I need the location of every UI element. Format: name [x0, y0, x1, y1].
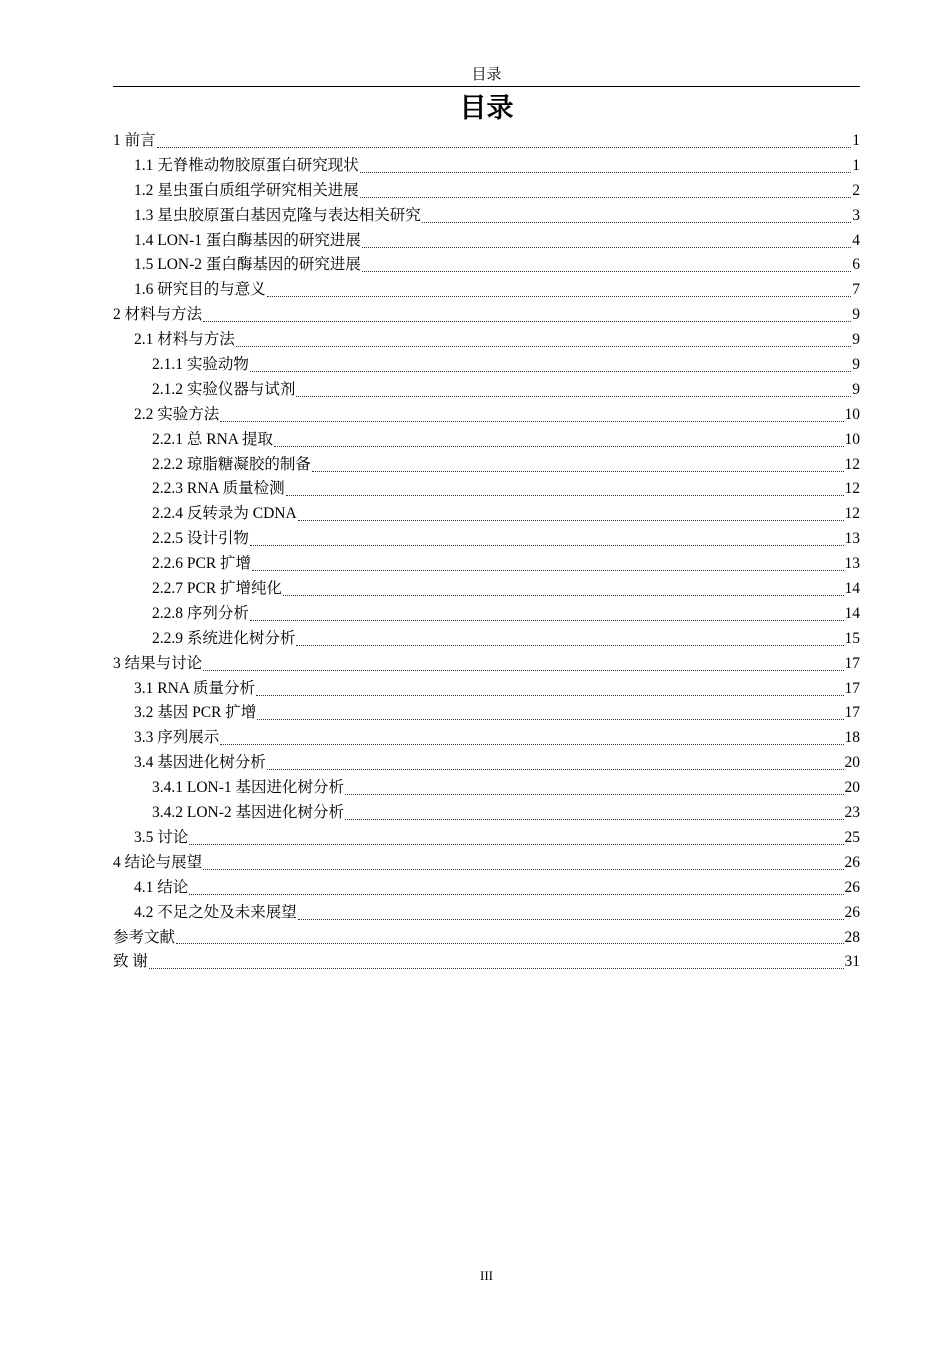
toc-entry-label: 3 结果与讨论 — [113, 654, 203, 672]
toc-entry[interactable] — [113, 129, 860, 154]
toc-entry[interactable] — [113, 851, 860, 876]
toc-entry-page: 9 — [852, 380, 860, 398]
toc-leader-dots — [345, 794, 843, 795]
toc-entry[interactable] — [113, 552, 860, 577]
toc-entry[interactable] — [113, 527, 860, 552]
toc-entry-label: 4.1 结论 — [134, 878, 189, 896]
toc-entry[interactable] — [113, 926, 860, 951]
toc-entry-page: 12 — [844, 455, 860, 473]
toc-leader-dots — [256, 695, 844, 696]
toc-leader-dots — [296, 396, 851, 397]
toc-entry-page: 15 — [844, 629, 860, 647]
toc-leader-dots — [203, 869, 843, 870]
toc-leader-dots — [298, 919, 844, 920]
toc-entry-label: 1.1 无脊椎动物胶原蛋白研究现状 — [134, 156, 359, 174]
toc-leader-dots — [267, 769, 844, 770]
toc-entry-page: 6 — [852, 256, 860, 274]
toc-entry[interactable] — [113, 204, 860, 229]
toc-leader-dots — [203, 670, 843, 671]
toc-leader-dots — [203, 321, 851, 322]
toc-entry[interactable] — [113, 303, 860, 328]
toc-entry-label: 2.2.4 反转录为 CDNA — [152, 505, 297, 523]
toc-entry-label: 3.3 序列展示 — [134, 729, 220, 747]
toc-entry[interactable] — [113, 826, 860, 851]
toc-leader-dots — [250, 620, 844, 621]
toc-entry-page: 12 — [844, 505, 860, 523]
toc-entry[interactable] — [113, 353, 860, 378]
toc-entry-page: 20 — [844, 754, 860, 772]
toc-leader-dots — [422, 222, 851, 223]
table-of-contents — [113, 129, 860, 975]
toc-entry-page: 18 — [844, 729, 860, 747]
toc-entry[interactable] — [113, 876, 860, 901]
toc-entry[interactable] — [113, 701, 860, 726]
page-title: 目录 — [459, 93, 514, 124]
toc-entry-label: 2 材料与方法 — [113, 306, 203, 324]
toc-leader-dots — [283, 595, 843, 596]
toc-entry-page: 13 — [844, 555, 860, 573]
toc-entry[interactable] — [113, 652, 860, 677]
toc-leader-dots — [176, 943, 843, 944]
toc-entry-page: 31 — [844, 953, 860, 971]
toc-entry-label: 2.2.8 序列分析 — [152, 604, 249, 622]
toc-entry-label: 4 结论与展望 — [113, 853, 203, 871]
toc-entry-page: 1 — [852, 132, 860, 149]
toc-entry[interactable] — [113, 950, 860, 975]
toc-entry[interactable] — [113, 477, 860, 502]
toc-leader-dots — [220, 421, 843, 422]
toc-entry[interactable] — [113, 751, 860, 776]
toc-entry-page: 9 — [852, 356, 860, 374]
toc-entry-label: 3.4.2 LON-2 基因进化树分析 — [152, 804, 345, 822]
toc-leader-dots — [296, 645, 843, 646]
toc-entry-page: 20 — [844, 779, 860, 797]
toc-entry-page: 3 — [852, 206, 860, 224]
toc-entry[interactable] — [113, 403, 860, 428]
toc-leader-dots — [250, 545, 844, 546]
toc-entry-page: 14 — [844, 604, 860, 622]
toc-entry-label: 3.2 基因 PCR 扩增 — [134, 704, 257, 722]
toc-entry[interactable] — [113, 278, 860, 303]
toc-leader-dots — [286, 495, 844, 496]
toc-leader-dots — [312, 471, 844, 472]
toc-entry[interactable] — [113, 328, 860, 353]
toc-leader-dots — [157, 147, 852, 148]
toc-entry-label: 2.2.9 系统进化树分析 — [152, 629, 296, 647]
toc-entry-page: 12 — [844, 480, 860, 498]
toc-entry-label: 1.5 LON-2 蛋白酶基因的研究进展 — [134, 256, 361, 274]
toc-entry-page: 17 — [844, 654, 860, 672]
toc-leader-dots — [267, 296, 851, 297]
toc-entry[interactable] — [113, 801, 860, 826]
running-header: 目录 — [113, 64, 860, 87]
toc-leader-dots — [362, 247, 851, 248]
toc-entry[interactable] — [113, 453, 860, 478]
toc-leader-dots — [360, 172, 851, 173]
toc-entry-label: 3.5 讨论 — [134, 828, 189, 846]
toc-entry-label: 2.2 实验方法 — [134, 405, 220, 423]
toc-entry[interactable] — [113, 253, 860, 278]
toc-leader-dots — [189, 894, 843, 895]
toc-entry-label: 参考文献 — [113, 928, 176, 946]
toc-entry-label: 1.3 星虫胶原蛋白基因克隆与表达相关研究 — [134, 206, 421, 224]
toc-leader-dots — [250, 371, 851, 372]
toc-entry[interactable] — [113, 776, 860, 801]
toc-entry-page: 17 — [844, 679, 860, 697]
toc-entry-label: 3.4 基因进化树分析 — [134, 754, 266, 772]
toc-entry-page: 10 — [844, 430, 860, 448]
toc-entry-label: 4.2 不足之处及未来展望 — [134, 903, 297, 921]
toc-entry-page: 1 — [852, 156, 860, 174]
toc-entry[interactable] — [113, 627, 860, 652]
toc-entry-page: 28 — [844, 928, 860, 946]
toc-entry-page: 10 — [844, 405, 860, 423]
toc-entry-page: 25 — [844, 828, 860, 846]
toc-entry[interactable] — [113, 229, 860, 254]
toc-entry-label: 2.2.7 PCR 扩增纯化 — [152, 580, 283, 598]
toc-entry-page: 13 — [844, 530, 860, 548]
toc-entry-label: 1 前言 — [113, 132, 156, 149]
toc-entry-label: 3.4.1 LON-1 基因进化树分析 — [152, 779, 345, 797]
toc-entry-page: 4 — [852, 231, 860, 249]
toc-entry-page: 26 — [844, 878, 860, 896]
toc-leader-dots — [220, 744, 843, 745]
toc-entry[interactable] — [113, 428, 860, 453]
toc-entry-label: 2.2.2 琼脂糖凝胶的制备 — [152, 455, 311, 473]
toc-entry[interactable] — [113, 602, 860, 627]
toc-entry[interactable] — [113, 502, 860, 527]
toc-leader-dots — [298, 520, 844, 521]
toc-entry[interactable] — [113, 378, 860, 403]
toc-entry[interactable] — [113, 179, 860, 204]
toc-entry-label: 2.1.1 实验动物 — [152, 356, 249, 374]
toc-entry[interactable] — [113, 154, 860, 179]
toc-entry-page: 7 — [852, 281, 860, 299]
toc-leader-dots — [149, 968, 844, 969]
toc-entry-page: 17 — [844, 704, 860, 722]
toc-entry[interactable] — [113, 677, 860, 702]
toc-leader-dots — [252, 570, 843, 571]
toc-entry-page: 9 — [852, 306, 860, 324]
toc-entry-label: 2.2.3 RNA 质量检测 — [152, 480, 285, 498]
toc-entry-page: 26 — [844, 903, 860, 921]
toc-entry-label: 2.1 材料与方法 — [134, 331, 235, 349]
page-number: III — [480, 1268, 493, 1283]
toc-leader-dots — [360, 197, 851, 198]
toc-leader-dots — [274, 446, 844, 447]
toc-entry-page: 9 — [852, 331, 860, 349]
toc-entry-label: 2.2.1 总 RNA 提取 — [152, 430, 273, 448]
toc-leader-dots — [362, 271, 851, 272]
toc-leader-dots — [236, 346, 851, 347]
toc-entry-page: 14 — [844, 580, 860, 598]
toc-entry-label: 致 谢 — [113, 953, 148, 971]
toc-entry-label: 2.2.6 PCR 扩增 — [152, 555, 252, 573]
toc-entry[interactable] — [113, 726, 860, 751]
toc-entry-label: 1.4 LON-1 蛋白酶基因的研究进展 — [134, 231, 361, 249]
toc-entry-page: 2 — [852, 181, 860, 199]
toc-entry[interactable] — [113, 901, 860, 926]
toc-leader-dots — [257, 719, 843, 720]
toc-leader-dots — [345, 819, 843, 820]
toc-entry-label: 2.1.2 实验仪器与试剂 — [152, 380, 296, 398]
toc-entry-label: 1.2 星虫蛋白质组学研究相关进展 — [134, 181, 359, 199]
toc-entry[interactable] — [113, 577, 860, 602]
toc-entry-page: 23 — [844, 804, 860, 822]
toc-entry-label: 3.1 RNA 质量分析 — [134, 679, 255, 697]
toc-entry-label: 2.2.5 设计引物 — [152, 530, 249, 548]
toc-entry-page: 26 — [844, 853, 860, 871]
toc-entry-label: 1.6 研究目的与意义 — [134, 281, 266, 299]
toc-leader-dots — [189, 844, 843, 845]
